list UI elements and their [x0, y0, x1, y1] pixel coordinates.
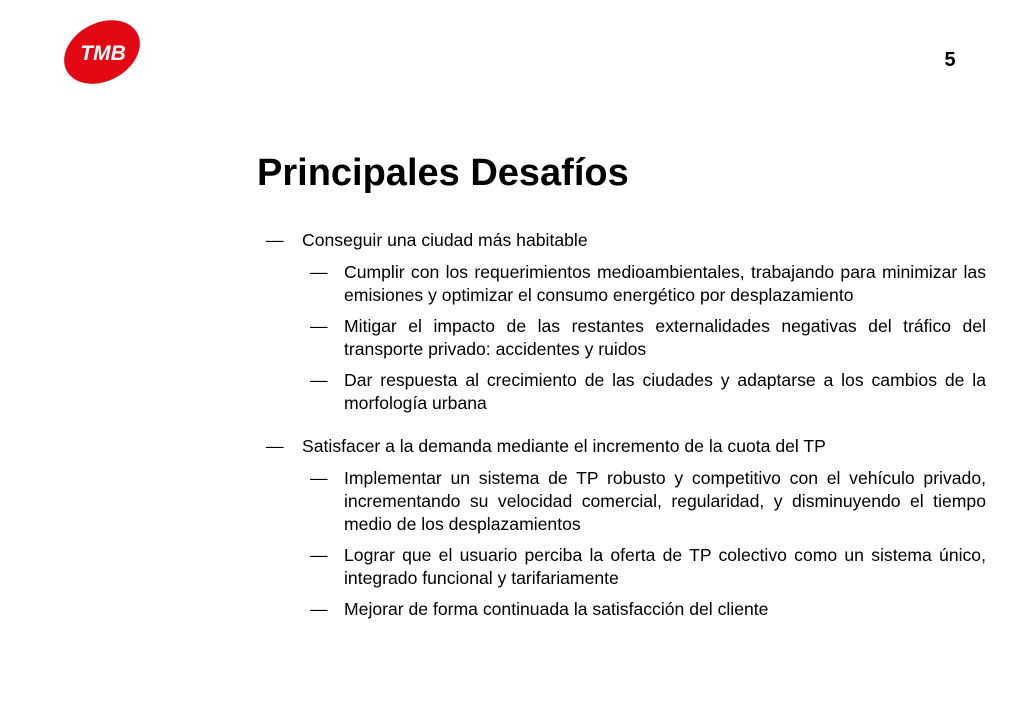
section-heading-row [266, 435, 986, 458]
sub-bullet-item [310, 315, 986, 361]
dash-bullet: — [266, 230, 284, 250]
section-heading-row [266, 229, 986, 252]
sub-bullet-item [310, 369, 986, 415]
sub-bullet-item [310, 598, 986, 621]
dash-bullet: — [310, 599, 328, 619]
sub-bullet-text: Mitigar el impacto de las restantes externalidades negativas del tráfico del transporte privado: accidentes y ruidos [344, 316, 986, 359]
logo-text: TMB [80, 42, 126, 65]
dash-bullet: — [310, 468, 328, 488]
section-heading: Conseguir una ciudad más habitable [302, 230, 588, 250]
challenge-section [266, 229, 986, 415]
sub-bullet-item [310, 467, 986, 536]
page-number: 5 [944, 49, 956, 71]
sub-bullet-text: Dar respuesta al crecimiento de las ciudades y adaptarse a los cambios de la morfología urbana [344, 370, 986, 413]
dash-bullet: — [310, 545, 328, 565]
sub-bullet-text: Cumplir con los requerimientos medioambientales, trabajando para minimizar las emisiones y optimizar el consumo energético por desplazamiento [344, 262, 986, 305]
dash-bullet: — [310, 316, 328, 336]
sub-bullet-item [310, 261, 986, 307]
dash-bullet: — [310, 370, 328, 390]
tmb-logo [58, 19, 146, 85]
sub-bullet-text: Mejorar de forma continuada la satisfacción del cliente [344, 599, 769, 619]
challenge-section [266, 435, 986, 621]
dash-bullet: — [310, 262, 328, 282]
sub-bullet-item [310, 544, 986, 590]
section-heading: Satisfacer a la demanda mediante el incremento de la cuota del TP [302, 436, 826, 456]
slide-content [266, 229, 986, 641]
sub-bullet-text: Lograr que el usuario perciba la oferta de TP colectivo como un sistema único, integrado funcional y tarifariamente [344, 545, 986, 588]
dash-bullet: — [266, 436, 284, 456]
sub-bullet-text: Implementar un sistema de TP robusto y competitivo con el vehículo privado, incrementando su velocidad comercial, regularidad, y disminuyendo el tiempo medio de los desplazamientos [344, 468, 986, 534]
slide-title: Principales Desafíos [257, 152, 629, 194]
